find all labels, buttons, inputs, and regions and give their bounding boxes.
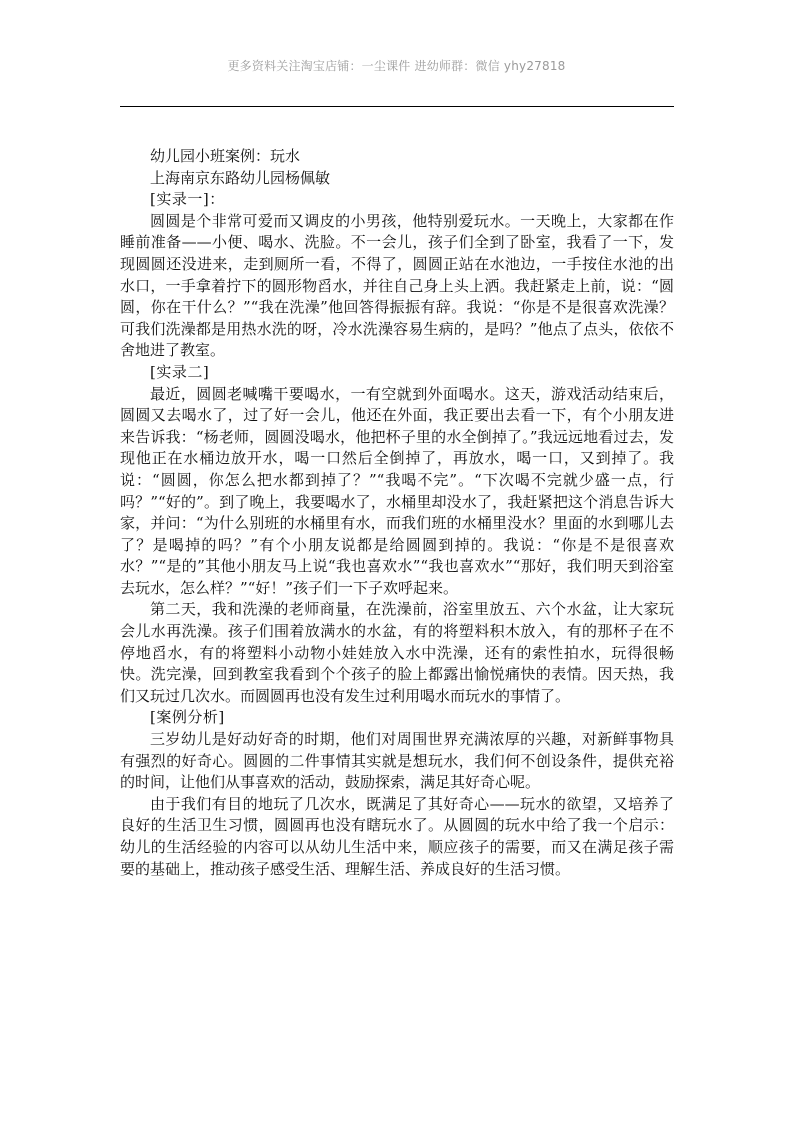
section-heading-record-2: [实录二] [150, 362, 210, 381]
record-1-paragraph: 圆圆是个非常可爱而又调皮的小男孩，他特别爱玩水。一天晚上，大家都在作睡前准备——小便、喝水、洗脸。不一会儿，孩子们全到了卧室，我看了一下，发现圆圆还没进来，走到厕所一看，不得了，圆圆正站在水池边，一手按住水池的出水口，一手拿着拧下的圆形物舀水，并往自己身上头上洒。我赶紧走上前，说：“圆圆，你在干什么？”“我在洗澡”他回答得振振有辞。我说：“你是不是很喜欢洗澡？可我们洗澡都是用热水洗的呀，冷水洗澡容易生病的，是吗？”他点了点头，依依不舍地进了教室。 [120, 211, 674, 360]
header-divider [120, 106, 674, 107]
article-title: 幼儿园小班案例：玩水 [150, 147, 301, 165]
section-heading-analysis: [案例分析] [150, 708, 225, 727]
article-body [120, 146, 674, 880]
analysis-paragraph-1: 三岁幼儿是好动好奇的时期，他们对周围世界充满浓厚的兴趣，对新鲜事物具有强烈的好奇心。圆圆的二件事情其实就是想玩水，我们何不创设条件，提供充裕的时间，让他们从事喜欢的活动，鼓励探索，满足其好奇心呢。 [120, 730, 674, 792]
record-2-paragraph-2: 第二天，我和洗澡的老师商量，在洗澡前，浴室里放五、六个水盆，让大家玩会儿水再洗澡。孩子们围着放满水的水盆，有的将塑料积木放入，有的那杯子在不停地舀水，有的将塑料小动物小娃娃放入水中洗澡，还有的索性拍水，玩得很畅快。洗完澡，回到教室我看到个个孩子的脸上都露出愉悦痛快的表情。因天热，我们又玩过几次水。而圆圆再也没有发生过利用喝水而玩水的事情了。 [120, 600, 674, 705]
page-header-watermark: 更多资料关注淘宝店铺：一尘课件 进幼师群：微信 yhy27818 [227, 59, 566, 73]
analysis-paragraph-2: 由于我们有目的地玩了几次水，既满足了其好奇心——玩水的欲望，又培养了良好的生活卫生习惯，圆圆再也没有瞎玩水了。从圆圆的玩水中给了我一个启示：幼儿的生活经验的内容可以从幼儿生活中来，顺应孩子的需要，而又在满足孩子需要的基础上，推动孩子感受生活、理解生活、养成良好的生活习惯。 [120, 794, 674, 878]
record-2-paragraph-1: 最近，圆圆老喊嘴干要喝水，一有空就到外面喝水。这天，游戏活动结束后，圆圆又去喝水了，过了好一会儿，他还在外面，我正要出去看一下，有个小朋友进来告诉我：“杨老师，圆圆没喝水，他把杯子里的水全倒掉了。”我远远地看过去，发现他正在水桶边放开水，喝一口然后全倒掉了，再放水，喝一口，又到掉了。我说：“圆圆，你怎么把水都到掉了？”“我喝不完”。“下次喝不完就少盛一点，行吗？”“好的”。到了晚上，我要喝水了，水桶里却没水了，我赶紧把这个消息告诉大家，并问：“为什么别班的水桶里有水，而我们班的水桶里没水？里面的水到哪儿去了？是喝掉的吗？”有个小朋友说都是给圆圆到掉的。我说：“你是不是很喜欢水？”“是的”其他小朋友马上说“我也喜欢水”“我也喜欢水”“那好，我们明天到浴室去玩水，怎么样？”“好！”孩子们一下子欢呼起来。 [120, 384, 674, 597]
article-author: 上海南京东路幼儿园杨佩敏 [150, 168, 331, 187]
section-heading-record-1: [实录一]： [150, 190, 225, 209]
